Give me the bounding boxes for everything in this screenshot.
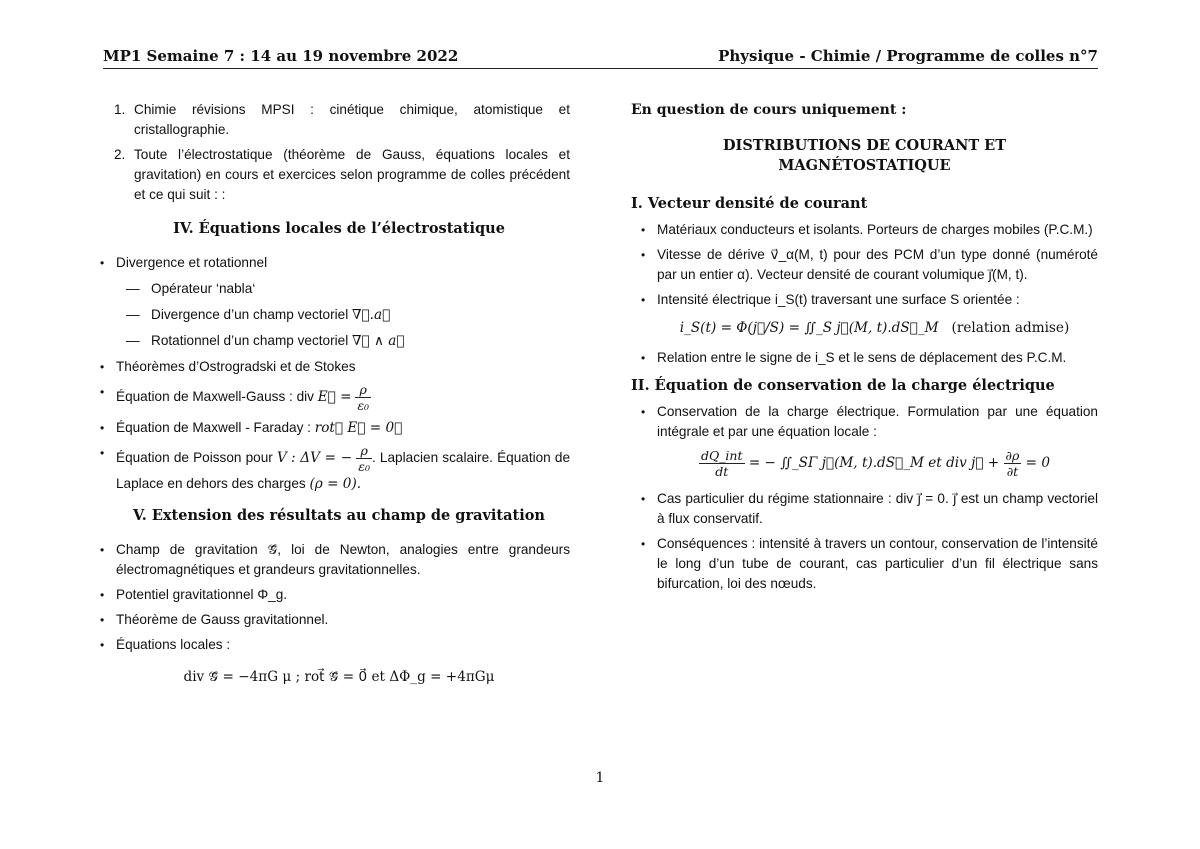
header-right: Physique - Chimie / Programme de colles n°7 bbox=[718, 47, 1098, 65]
list-item: • Conservation de la charge électrique. Formulation par une équation intégrale et par une équation locale : bbox=[631, 402, 1098, 442]
list-item: • Théorème de Gauss gravitationnel. bbox=[90, 610, 570, 630]
charge-conservation-list bbox=[631, 402, 1098, 442]
dash-item: — Rotationnel d’un champ vectoriel ∇⃗ ∧ a⃗ bbox=[116, 331, 570, 351]
intensity-equation: i_S(t) = Φ(j⃗/S) = ∬_S j⃗(M, t).dS⃗_M (relation admise) bbox=[679, 320, 1070, 336]
left-column bbox=[108, 100, 570, 687]
topic-item: 2. Toute l’électrostatique (théorème de Gauss, équations locales et gravitation) en cours et exercices selon programme de colles précédent et ce qui suit : : bbox=[114, 147, 570, 202]
nabla-cross-formula: ∇⃗ ∧ a⃗ bbox=[352, 333, 405, 349]
list-item: • Cas particulier du régime stationnaire : div j⃗ = 0. j⃗ est un champ vectoriel à flux conservatif. bbox=[631, 489, 1098, 529]
dash-item: — Opérateur ‘nabla‘ bbox=[116, 279, 570, 299]
conservation-equation: $\frac{\text{dQ\_int}}{dt}$ = − ∬_SΓ j⃗(M, t).dS⃗_M et div j⃗ + $\frac{\partial\rho}{\partial t}$ = 0 bbox=[700, 448, 1051, 479]
section-heading-iv: IV. Équations locales de l’électrostatique bbox=[173, 220, 505, 237]
list-item: • Matériaux conducteurs et isolants. Porteurs de charges mobiles (P.C.M.) bbox=[631, 220, 1098, 240]
list-item: • Vitesse de dérive v⃗_α(M, t) pour des PCM d’un type donné (numéroté par un entier α). Vecteur densité de courant volumique j⃗(M, t). bbox=[631, 245, 1098, 285]
intro-line: En question de cours uniquement : bbox=[631, 102, 907, 118]
section-heading-ii: II. Équation de conservation de la charge électrique bbox=[631, 377, 1055, 394]
list-item: • Intensité électrique i_S(t) traversant une surface S orientée : bbox=[631, 290, 1098, 310]
section-heading-v: V. Extension des résultats au champ de gravitation bbox=[133, 507, 545, 524]
topic-item: 1. Chimie révisions MPSI : cinétique chimique, atomistique et cristallographie. bbox=[114, 102, 570, 137]
gravitation-list bbox=[90, 540, 570, 655]
topics-list bbox=[108, 100, 570, 205]
list-item: • Potentiel gravitationnel Φ_g. bbox=[90, 585, 570, 605]
rho-over-eps-fraction: $\frac{\rho}{\text{ε₀}}$ bbox=[357, 382, 370, 413]
list-item: • Divergence et rotationnel — Opérateur ‘nabla‘ — Divergence d’un champ vectoriel ∇⃗.a⃗ — Rotationnel d’un champ vectoriel ∇⃗ ∧ a⃗ bbox=[90, 253, 570, 351]
dq-dt-fraction: $\frac{\text{dQ\_int}}{dt}$ bbox=[700, 448, 743, 479]
list-item: • Conséquences : intensité à travers un contour, conservation de l’intensité le long d’un tube de courant, cas particulier d’un fil électrique sans bifurcation, loi des nœuds. bbox=[631, 534, 1098, 594]
right-column bbox=[631, 100, 1098, 599]
dash-item: — Divergence d’un champ vectoriel ∇⃗.a⃗ bbox=[116, 305, 570, 325]
list-item: • Relation entre le signe de i_S et le sens de déplacement des P.C.M. bbox=[631, 348, 1098, 368]
list-item: • Équation de Maxwell - Faraday : rot⃗ E⃗ = 0⃗ bbox=[90, 418, 570, 438]
chapter-title-line2: MAGNÉTOSTATIQUE bbox=[778, 157, 951, 174]
nabla-dot-formula: ∇⃗.a⃗ bbox=[352, 307, 391, 323]
header-left: MP1 Semaine 7 : 14 au 19 novembre 2022 bbox=[103, 47, 459, 65]
dash-list bbox=[116, 279, 570, 351]
list-item: • Théorèmes d’Ostrogradski et de Stokes bbox=[90, 357, 570, 377]
current-density-list-2 bbox=[631, 348, 1098, 368]
list-item: • Équations locales : bbox=[90, 635, 570, 655]
section-heading-i: I. Vecteur densité de courant bbox=[631, 195, 868, 212]
chapter-title-line1: DISTRIBUTIONS DE COURANT ET bbox=[722, 137, 1007, 154]
current-density-list bbox=[631, 220, 1098, 310]
gravitation-equations: div 𝒢⃗ = −4πG μ ; rot⃗ 𝒢⃗ = 0⃗ et ΔΦ_g = +4πGμ bbox=[183, 669, 495, 685]
drho-dt-fraction: $\frac{\partial\rho}{\partial t}$ bbox=[1005, 448, 1020, 479]
rho-over-eps-fraction: $\frac{\rho}{\text{ε₀}}$ bbox=[358, 443, 370, 474]
header-rule bbox=[103, 68, 1098, 69]
page-number: 1 bbox=[595, 770, 605, 786]
list-item: • Champ de gravitation 𝒢⃗, loi de Newton, analogies entre grandeurs électromagnétiques et grandeurs gravitationnelles. bbox=[90, 540, 570, 580]
list-item: • Équation de Poisson pour V : ΔV = − $\frac{\rho}{\text{ε₀}}$ . Laplacien scalaire. Équation de Laplace en dehors des charges (ρ = 0). bbox=[90, 443, 570, 494]
list-item: • Équation de Maxwell-Gauss : div E⃗ = $\frac{\rho}{\text{ε₀}}$ bbox=[90, 382, 570, 413]
local-equations-list bbox=[90, 253, 570, 494]
charge-conservation-list-2 bbox=[631, 489, 1098, 594]
